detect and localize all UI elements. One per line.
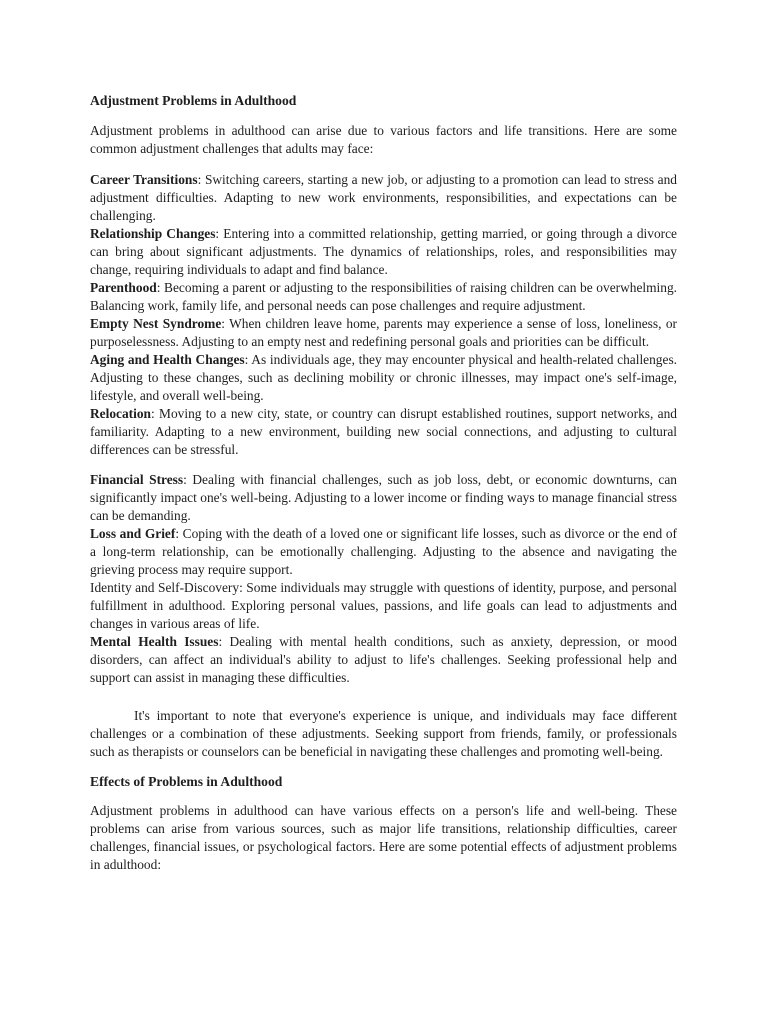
item-term: Mental Health Issues xyxy=(90,634,219,649)
section-heading: Effects of Problems in Adulthood xyxy=(90,774,283,789)
item-term: Relationship Changes xyxy=(90,226,216,241)
section-intro-paragraph: Adjustment problems in adulthood can have various effects on a person's life and well-being. These problems can arise from various sources, such as major life transitions, relationship difficulties, career challenges, financial issues, or psychological factors. Here are some potential effects of adjustment problems in adulthood: xyxy=(90,803,677,872)
item-text: : Coping with the death of a loved one or significant life losses, such as divorce or the end of a long-term relationship, can be emotionally challenging. Adjusting to the absence and navigating the grieving process may require support. xyxy=(90,526,677,577)
item-text: : When children leave home, parents may experience a sense of loss, loneliness, or purposelessness. Adjusting to an empty nest and redefining personal goals and priorities can be difficult. xyxy=(90,316,677,349)
list-item xyxy=(90,351,677,405)
list-item xyxy=(90,225,677,279)
item-term: Parenthood xyxy=(90,280,157,295)
item-term: Aging and Health Changes xyxy=(90,352,245,367)
list-item xyxy=(90,579,677,633)
item-term: Career Transitions xyxy=(90,172,198,187)
item-text: : Switching careers, starting a new job, or adjusting to a promotion can lead to stress and adjustment difficulties. Adapting to new work environments, responsibilities, and expectations can be challenging. xyxy=(90,172,677,223)
item-text: : Dealing with financial challenges, such as job loss, debt, or economic downturns, can significantly impact one's well-being. Adjusting to a lower income or finding ways to manage financial stress can be demanding. xyxy=(90,472,678,523)
item-term: Financial Stress xyxy=(90,472,184,487)
item-term: Empty Nest Syndrome xyxy=(90,316,222,331)
item-text: : Becoming a parent or adjusting to the responsibilities of raising children can be overwhelming. Balancing work, family life, and personal needs can pose challenges and require adjustment. xyxy=(90,280,677,313)
list-item xyxy=(90,315,677,351)
item-text: : Moving to a new city, state, or country can disrupt established routines, support networks, and familiarity. Adapting to a new environment, building new social connections, and adjusting to cultural differences can be stressful. xyxy=(90,406,677,457)
challenges-list-1 xyxy=(90,171,677,459)
list-item xyxy=(90,525,677,579)
document-title: Adjustment Problems in Adulthood xyxy=(90,93,297,108)
item-text: Identity and Self-Discovery: Some individuals may struggle with questions of identity, purpose, and personal fulfillment in adulthood. Exploring personal values, passions, and life goals can lead to adjustments and changes in various areas of life. xyxy=(90,580,677,631)
item-text: : Dealing with mental health conditions, such as anxiety, depression, or mood disorders, can affect an individual's ability to adjust to life's challenges. Seeking professional help and support can assist in managing these difficulties. xyxy=(90,634,677,685)
item-term: Loss and Grief xyxy=(90,526,176,541)
document-page xyxy=(90,92,677,874)
item-text: : Entering into a committed relationship, getting married, or going through a divorce can bring about significant adjustments. The dynamics of relationships, roles, and responsibilities may change, requiring individuals to adapt and find balance. xyxy=(90,226,677,277)
note-paragraph: It's important to note that everyone's experience is unique, and individuals may face different challenges or a combination of these adjustments. Seeking support from friends, family, or professionals such as therapists or counselors can be beneficial in navigating these challenges and promoting well-being. xyxy=(90,708,677,759)
item-term: Relocation xyxy=(90,406,151,421)
list-item xyxy=(90,171,677,225)
challenges-list-2 xyxy=(90,471,677,687)
list-item xyxy=(90,279,677,315)
list-item xyxy=(90,471,677,525)
list-item xyxy=(90,633,677,687)
intro-paragraph: Adjustment problems in adulthood can arise due to various factors and life transitions. Here are some common adjustment challenges that adults may face: xyxy=(90,123,677,156)
item-text: : As individuals age, they may encounter physical and health-related challenges. Adjusting to these changes, such as declining mobility or chronic illnesses, may impact one's self-image, lifestyle, and overall well-being. xyxy=(90,352,677,403)
list-item xyxy=(90,405,677,459)
